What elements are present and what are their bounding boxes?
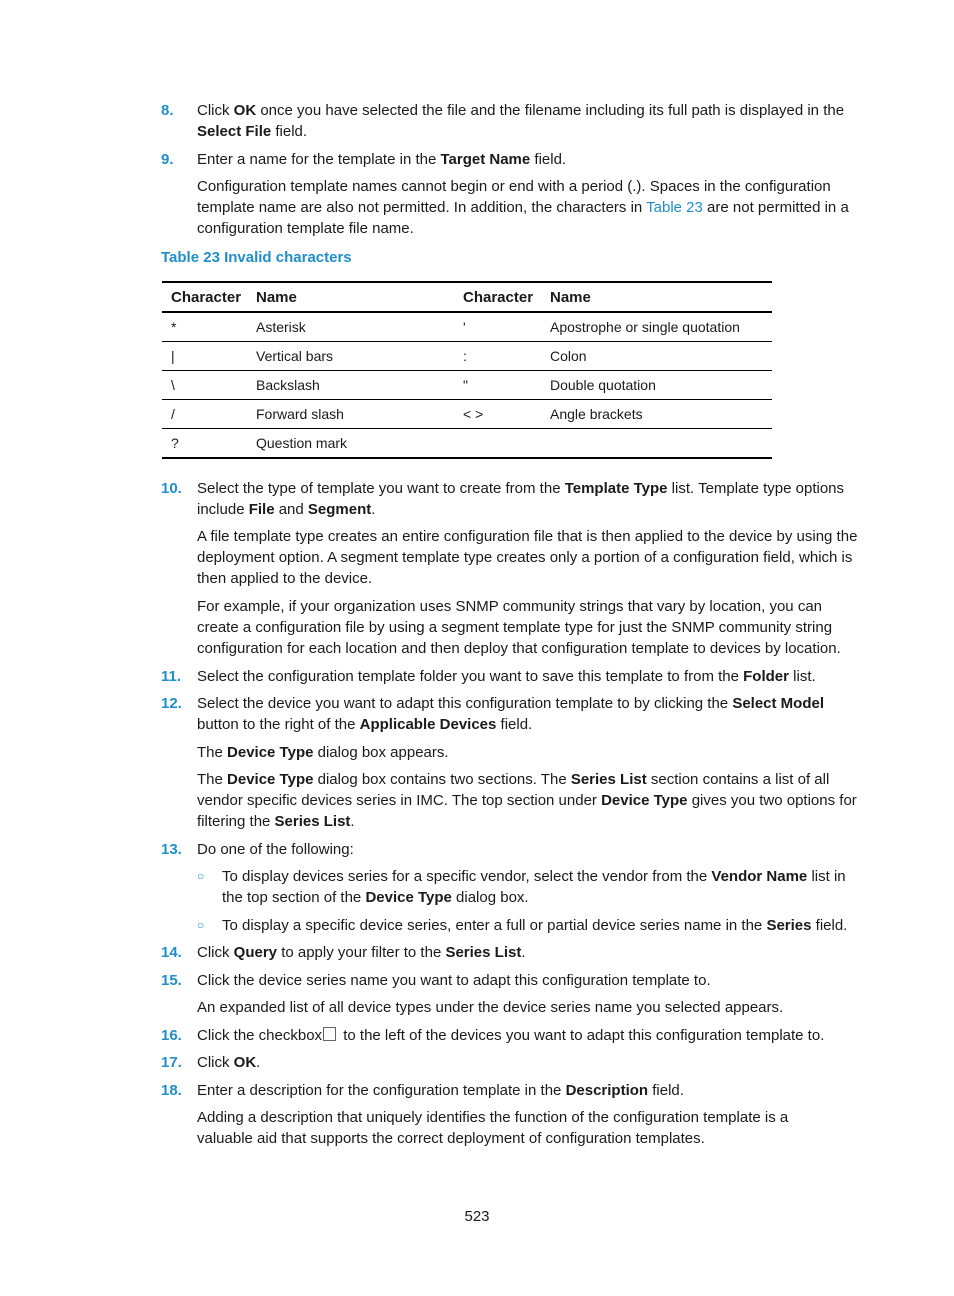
invalid-characters-table — [162, 281, 772, 459]
step-18-note: Adding a description that uniquely identifies the function of the configuration template is a valuable aid that supports the correct deployment of configuration templates. — [197, 1109, 789, 1147]
step-11: 11. Select the configuration template folder you want to save this template to from the Folder list. — [161, 668, 816, 685]
circle-bullet-icon: ○ — [197, 869, 205, 883]
table-row — [162, 371, 772, 400]
page-number: 523 — [464, 1208, 490, 1225]
step-15-note: An expanded list of all device types under the device series name you selected appears. — [197, 999, 784, 1016]
table-cell — [541, 429, 772, 459]
step-17: 17. Click OK. — [161, 1054, 261, 1071]
table-caption: Table 23 Invalid characters — [161, 249, 352, 266]
step-13-option-2: ○ To display a specific device series, enter a full or partial device series name in the Series field. — [197, 917, 848, 934]
table-row — [162, 400, 772, 429]
step-12: 12. Select the device you want to adapt this configuration template to by clicking the Select Model button to the right of the Applicable Devices field. — [161, 695, 825, 733]
table-23-link[interactable]: Table 23 — [646, 199, 703, 216]
step-number: 12. — [161, 695, 182, 712]
step-number: 15. — [161, 972, 182, 989]
table-cell: \ — [162, 371, 247, 400]
table-cell: Colon — [541, 342, 772, 371]
table-cell: " — [454, 371, 541, 400]
table-cell: ? — [171, 435, 179, 451]
table-cell: | — [162, 342, 247, 371]
table-cell: Double quotation — [541, 371, 772, 400]
table-cell — [454, 429, 541, 459]
column-header: Name — [247, 282, 454, 312]
table-cell: Forward slash — [247, 400, 454, 429]
step-number: 8. — [161, 102, 174, 119]
table-cell: Question mark — [256, 435, 348, 451]
table-cell: Apostrophe or single quotation — [541, 312, 772, 342]
table-cell: < > — [454, 400, 541, 429]
step-10-note-1: A file template type creates an entire configuration file that is then applied to the device by using the deployment option. A segment template type creates only a portion of a configuration field, which is then applied to the device. — [197, 528, 858, 587]
step-18: 18. Enter a description for the configuration template in the Description field. — [161, 1082, 684, 1099]
step-number: 14. — [161, 944, 182, 961]
step-16: 16. Click the checkbox to the left of the devices you want to adapt this configuration template to. — [161, 1027, 825, 1044]
circle-bullet-icon: ○ — [197, 918, 205, 932]
step-14: 14. Click Query to apply your filter to the Series List. — [161, 944, 526, 961]
step-number: 17. — [161, 1054, 182, 1071]
step-number: 10. — [161, 480, 182, 497]
table-cell: Asterisk — [247, 312, 454, 342]
table-row — [162, 342, 772, 371]
table-cell: : — [454, 342, 541, 371]
table-row — [162, 429, 772, 459]
step-13-option-1: ○ To display devices series for a specific vendor, select the vendor from the Vendor Name list in the top section of the Device Type dialog box. — [197, 868, 846, 906]
table-header-row — [162, 282, 772, 312]
table-cell: Vertical bars — [247, 342, 454, 371]
step-number: 11. — [161, 668, 182, 685]
table-cell: ' — [454, 312, 541, 342]
table-cell: / — [162, 400, 247, 429]
step-12-note-1: The Device Type dialog box appears. — [197, 744, 449, 761]
step-15: 15. Click the device series name you want to adapt this configuration template to. — [161, 972, 711, 989]
column-header: Character — [162, 282, 247, 312]
step-10: 10. Select the type of template you want to create from the Template Type list. Template type options include File and Segment. — [161, 480, 844, 518]
step-8: 8. Click OK once you have selected the file and the filename including its full path is displayed in the Select File field. — [161, 102, 845, 140]
table-row — [162, 312, 772, 342]
column-header: Name — [541, 282, 772, 312]
step-10-note-2: For example, if your organization uses SNMP community strings that vary by location, you can create a configuration file by using a segment template type for just the SNMP community string configuration for each location and then deploy that configuration template to devices by location. — [197, 598, 841, 657]
step-number: 18. — [161, 1082, 182, 1099]
step-13: 13. Do one of the following: — [161, 841, 354, 858]
step-number: 9. — [161, 151, 174, 168]
table-cell: Angle brackets — [541, 400, 772, 429]
step-9: 9. Enter a name for the template in the Target Name field. — [161, 151, 567, 168]
checkbox-icon — [323, 1027, 336, 1041]
column-header: Character — [454, 282, 541, 312]
step-12-note-2: The Device Type dialog box contains two sections. The Series List section contains a list of all vendor specific devices series in IMC. The top section under Device Type gives you two options for filtering the Series List. — [197, 771, 857, 830]
step-9-note: Configuration template names cannot begin or end with a period (.). Spaces in the configuration template name are also not permitted. In addition, the characters in Table 23 are not permitted in a configuration template file name. — [197, 178, 849, 237]
step-number: 16. — [161, 1027, 182, 1044]
table-cell: * — [162, 312, 247, 342]
table-cell: Backslash — [247, 371, 454, 400]
step-number: 13. — [161, 841, 182, 858]
